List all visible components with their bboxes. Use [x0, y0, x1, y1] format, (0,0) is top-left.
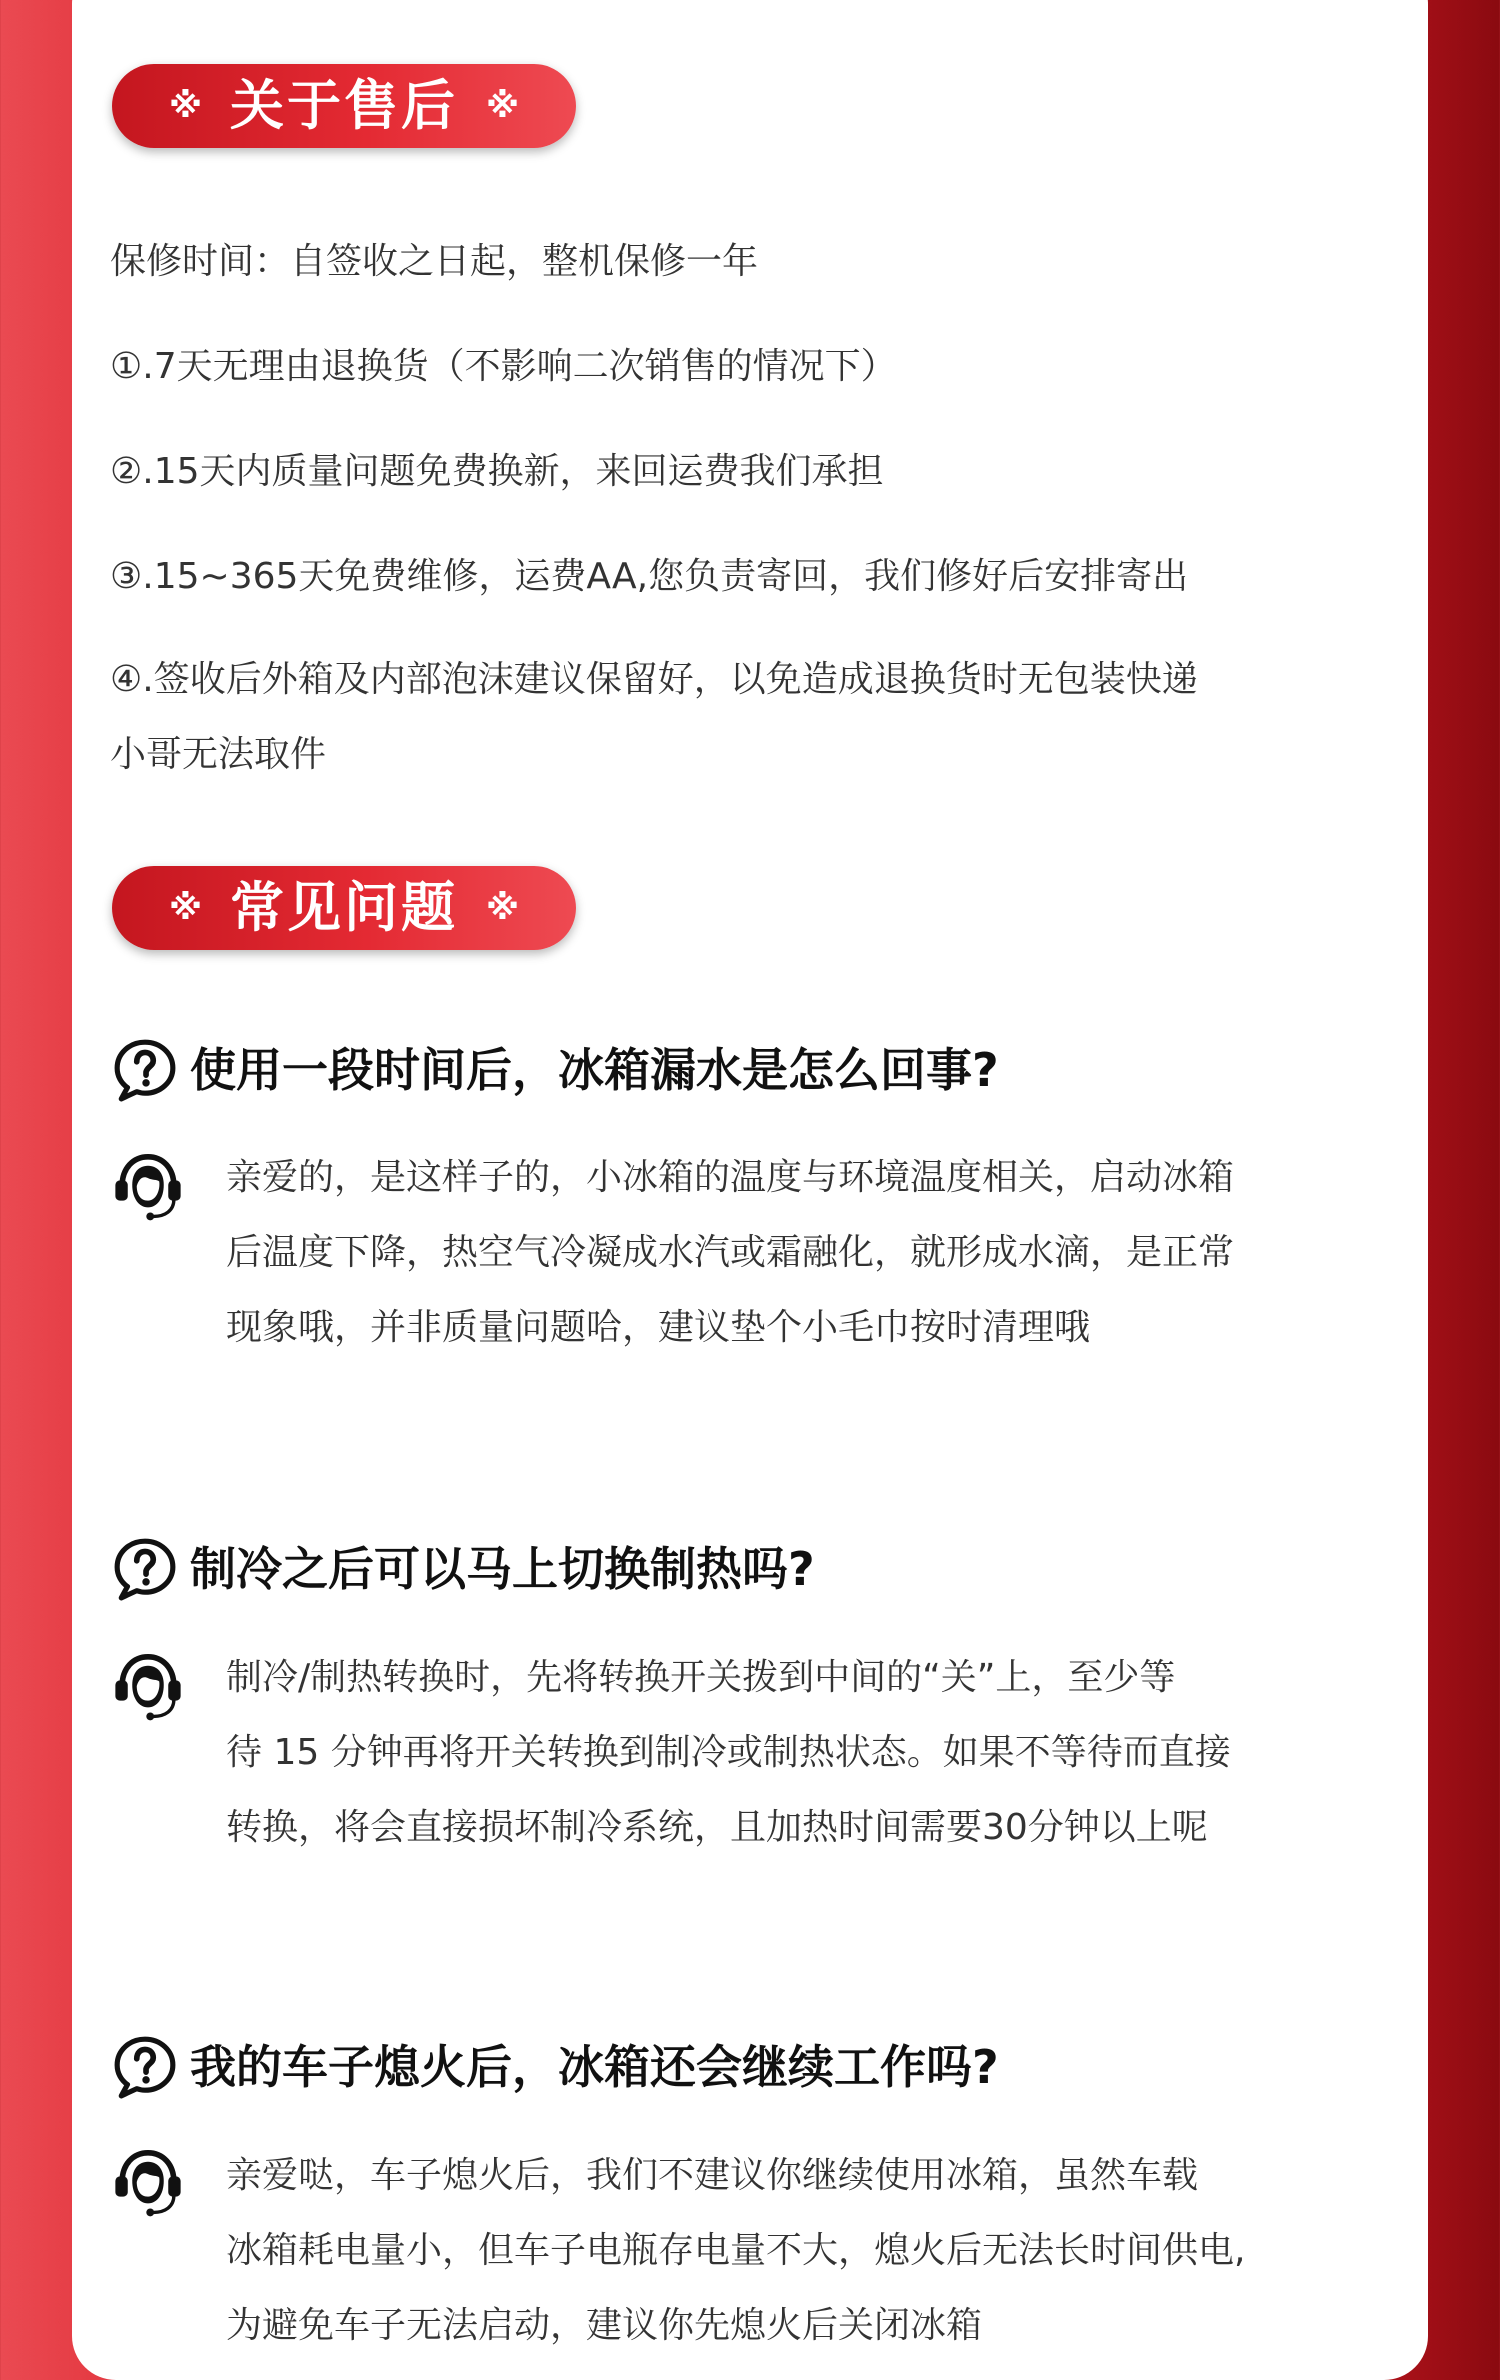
question-text: 使用一段时间后，冰箱漏水是怎么回事?: [190, 1043, 999, 1097]
asterisk-mark-icon: ※: [168, 888, 202, 928]
question-text: 制冷之后可以马上切换制热吗?: [190, 1542, 815, 1596]
answer-line: 冰箱耗电量小，但车子电瓶存电量不大，熄火后无法长时间供电,: [226, 2230, 1246, 2271]
faq-question-1: [112, 1035, 999, 1105]
faq-title: 常见问题: [230, 876, 458, 939]
answer-text: [226, 1140, 1234, 1365]
faq-header: [112, 866, 576, 950]
asterisk-mark-icon: ※: [486, 888, 520, 928]
answer-line: 亲爱哒，车子熄火后，我们不建议你继续使用冰箱，虽然车载: [226, 2155, 1199, 2196]
answer-line: 为避免车子无法启动，建议你先熄火后关闭冰箱: [226, 2305, 983, 2346]
after-sales-title: 关于售后: [230, 74, 458, 137]
policy-item-3: ③.15~365天免费维修，运费AA,您负责寄回，我们修好后安排寄出: [110, 556, 1189, 597]
policy-item-4-continued: 小哥无法取件: [110, 734, 327, 775]
policy-item-4: ④.签收后外箱及内部泡沫建议保留好，以免造成退换货时无包装快递: [110, 659, 1198, 700]
answer-line: 现象哦，并非质量问题哈，建议垫个小毛巾按时清理哦: [226, 1307, 1091, 1348]
headset-agent-icon: [112, 1650, 184, 1722]
answer-text: [226, 1640, 1231, 1865]
answer-line: 后温度下降，热空气冷凝成水汽或霜融化，就形成水滴，是正常: [226, 1232, 1235, 1273]
faq-question-2: [112, 1534, 815, 1604]
after-sales-header: [112, 64, 576, 148]
policy-item-2: ②.15天内质量问题免费换新，来回运费我们承担: [110, 451, 884, 492]
answer-line: 亲爱的，是这样子的，小冰箱的温度与环境温度相关，启动冰箱: [226, 1157, 1235, 1198]
policy-item-1: ①.7天无理由退换货（不影响二次销售的情况下）: [110, 346, 897, 387]
answer-line: 待 15 分钟再将开关转换到制冷或制热状态。如果不等待而直接: [226, 1732, 1231, 1773]
question-bubble-icon: [112, 2034, 178, 2100]
question-text: 我的车子熄火后，冰箱还会继续工作吗?: [190, 2040, 999, 2094]
question-bubble-icon: [112, 1536, 178, 1602]
question-bubble-icon: [112, 1037, 178, 1103]
headset-agent-icon: [112, 1150, 184, 1222]
headset-agent-icon: [112, 2146, 184, 2218]
asterisk-mark-icon: ※: [168, 86, 202, 126]
answer-text: [226, 2138, 1245, 2363]
asterisk-mark-icon: ※: [486, 86, 520, 126]
answer-line: 转换，将会直接损坏制冷系统，且加热时间需要30分钟以上呢: [226, 1807, 1208, 1848]
answer-line: 制冷/制热转换时，先将转换开关拨到中间的“关”上，至少等: [226, 1657, 1176, 1698]
warranty-period-text: 保修时间：自签收之日起，整机保修一年: [110, 241, 759, 282]
faq-question-3: [112, 2032, 999, 2102]
